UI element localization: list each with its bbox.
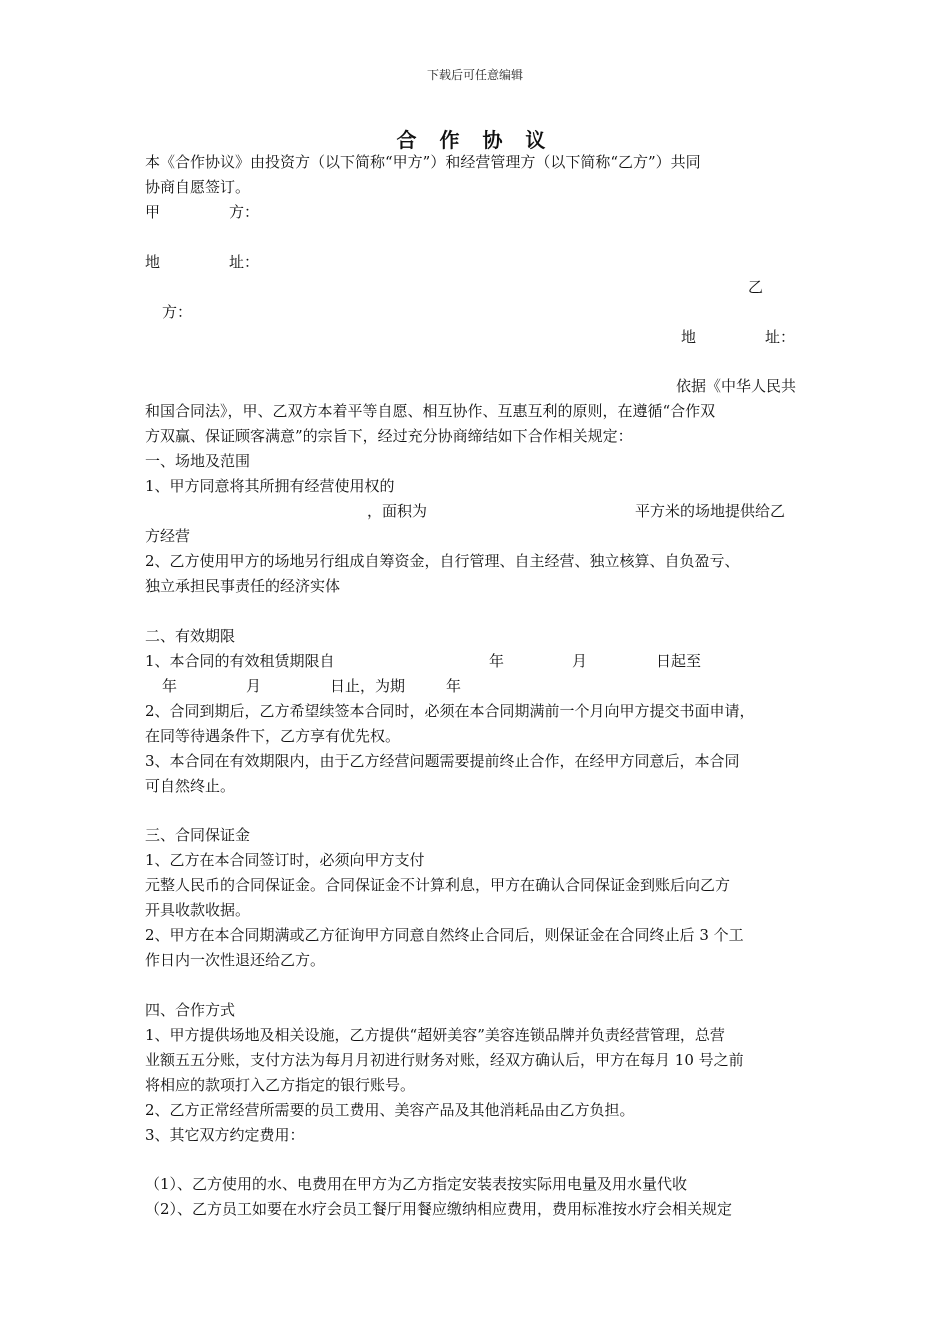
clause-4-2-line-1: 2、乙方正常经营所需要的员工费用、美容产品及其他消耗品由乙方负担。 (145, 1101, 635, 1119)
clause-1-2-line-1: 2、乙方使用甲方的场地另行组成自筹资金，自行管理、自主经营、独立核算、自负盈亏、 (145, 552, 740, 570)
clause-3-1-line-1: 1、乙方在本合同签订时，必须向甲方支付 (145, 851, 425, 869)
clause-3-2-line-2: 作日内一次性退还给乙方。 (145, 951, 326, 969)
clause-4-1-line-3: 将相应的款项打入乙方指定的银行账号。 (145, 1076, 416, 1094)
clause-2-3-line-2: 可自然终止。 (145, 777, 236, 795)
clause-4-1-line-2: 业额五五分账，支付方法为每月月初进行财务对账，经双方确认后，甲方在每月 10 号之前 (145, 1051, 744, 1069)
party-b-label-char1: 乙 (748, 278, 764, 296)
party-a-address-label-char2: 址： (229, 253, 260, 271)
clause-3-2-line-1: 2、甲方在本合同期满或乙方征询甲方同意自然终止合同后，则保证金在合同终止后 3 个工 (145, 926, 744, 944)
party-a-address-label-char1: 地 (145, 253, 161, 271)
party-a-label-char2: 方： (229, 203, 260, 221)
clause-2-1-year-1: 年 (489, 652, 505, 670)
clause-4-3-item-2: （2）、乙方员工如要在水疗会员工餐厅用餐应缴纳相应费用，费用标准按水疗会相关规定 (145, 1200, 733, 1218)
clause-2-1-month-1: 月 (572, 652, 588, 670)
clause-1-1-line-1: 1、甲方同意将其所拥有经营使用权的 (145, 477, 395, 495)
clause-2-1-years: 年 (446, 677, 462, 695)
clause-4-3-line-1: 3、其它双方约定费用： (145, 1126, 305, 1144)
party-a-label-char1: 甲 (145, 203, 161, 221)
page-header-note: 下载后可任意编辑 (426, 68, 523, 82)
clause-3-1-line-3: 开具收款收据。 (145, 901, 251, 919)
clause-2-2-line-1: 2、合同到期后，乙方希望续签本合同时，必须在本合同期满前一个月向甲方提交书面申请， (145, 702, 755, 720)
clause-1-1-area-label: ，面积为 (367, 502, 428, 520)
clause-2-3-line-1: 3、本合同在有效期限内，由于乙方经营问题需要提前终止合作，在经甲方同意后，本合同 (145, 752, 740, 770)
basis-line-2: 和国合同法》，甲、乙双方本着平等自愿、相互协作、互惠互利的原则，在遵循“合作双 (145, 402, 716, 420)
clause-2-1-day-2: 日止，为期 (330, 677, 406, 695)
basis-line-1: 依据《中华人民共 (676, 377, 797, 395)
clause-2-2-line-2: 在同等待遇条件下，乙方享有优先权。 (145, 727, 401, 745)
clause-2-1-month-2: 月 (246, 677, 262, 695)
clause-1-1-line-3: 方经营 (145, 527, 191, 545)
clause-2-1-start: 1、本合同的有效租赁期限自 (145, 652, 335, 670)
section-2-heading: 二、有效期限 (145, 627, 236, 645)
section-4-heading: 四、合作方式 (145, 1001, 236, 1019)
clause-1-2-line-2: 独立承担民事责任的经济实体 (145, 577, 341, 595)
intro-line-1: 本《合作协议》由投资方（以下简称“甲方”）和经营管理方（以下简称“乙方”）共同 (145, 153, 701, 171)
clause-4-1-line-1: 1、甲方提供场地及相关设施，乙方提供“超妍美容”美容连锁品牌并负责经营管理，总营 (145, 1026, 725, 1044)
party-b-address-label-char2: 址： (765, 328, 796, 346)
clause-2-1-day-1: 日起至 (656, 652, 702, 670)
section-1-heading: 一、场地及范围 (145, 452, 251, 470)
clause-1-1-area-unit: 平方米的场地提供给乙 (635, 502, 786, 520)
clause-2-1-year-2: 年 (162, 677, 178, 695)
clause-3-1-line-2: 元整人民币的合同保证金。合同保证金不计算利息，甲方在确认合同保证金到账后向乙方 (145, 876, 731, 894)
basis-line-3: 方双赢、保证顾客满意”的宗旨下，经过充分协商缔结如下合作相关规定： (145, 427, 633, 445)
document-title: 合 作 协 议 (396, 128, 554, 152)
intro-line-2: 协商自愿签订。 (145, 178, 251, 196)
party-b-address-label-char1: 地 (681, 328, 697, 346)
party-b-label-char2: 方： (162, 303, 193, 321)
clause-4-3-item-1: （1）、乙方使用的水、电费用在甲方为乙方指定安装表按实际用电量及用水量代收 (145, 1175, 688, 1193)
section-3-heading: 三、合同保证金 (145, 826, 251, 844)
